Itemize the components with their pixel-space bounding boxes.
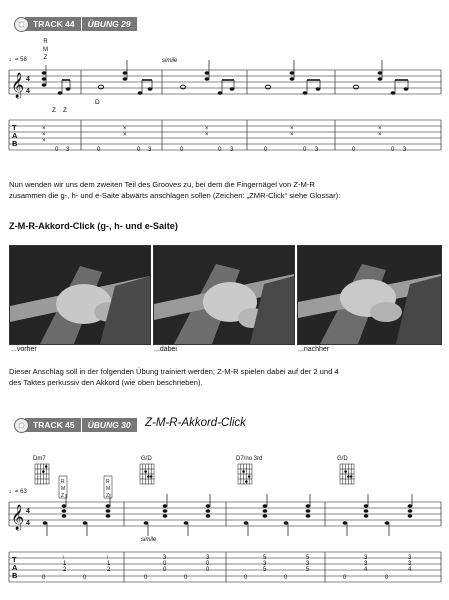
svg-text:0: 0 <box>163 561 167 567</box>
svg-text:4: 4 <box>26 76 30 83</box>
svg-text:×: × <box>123 126 127 132</box>
svg-text:0: 0 <box>144 575 148 581</box>
svg-text:4: 4 <box>26 508 30 515</box>
svg-text:0: 0 <box>218 147 222 153</box>
svg-text:×: × <box>42 132 46 138</box>
svg-text:0: 0 <box>343 575 347 581</box>
tab-letter-a: A <box>12 563 18 572</box>
svg-text:↑: ↑ <box>62 555 65 561</box>
svg-text:0: 0 <box>352 147 356 153</box>
svg-text:0: 0 <box>137 147 141 153</box>
caption-dabei: ...dabei <box>154 346 177 353</box>
svg-text:0: 0 <box>264 147 268 153</box>
finger-m: M <box>43 47 48 53</box>
svg-text:Z: Z <box>106 493 110 499</box>
svg-text:Z: Z <box>61 493 65 499</box>
svg-text:1: 1 <box>107 561 111 567</box>
svg-text:R: R <box>61 479 65 485</box>
track-label-2: TRACK 45 <box>25 418 81 432</box>
svg-text:0: 0 <box>206 561 210 567</box>
svg-text:0: 0 <box>206 567 210 573</box>
svg-text:4: 4 <box>26 88 30 95</box>
simile-marking: simile <box>162 58 178 64</box>
section-heading: Z-M-R-Akkord-Click (g-, h- und e-Saite) <box>9 221 178 231</box>
svg-text:0: 0 <box>303 147 307 153</box>
svg-text:R: R <box>106 479 110 485</box>
svg-text:0: 0 <box>97 147 101 153</box>
chord-name-2: G/D <box>141 456 152 462</box>
cd-icon <box>14 418 29 433</box>
svg-text:0: 0 <box>391 147 395 153</box>
track-badge-2 <box>14 418 137 432</box>
svg-text:3: 3 <box>364 561 368 567</box>
svg-text:5: 5 <box>306 555 310 561</box>
svg-text:5: 5 <box>263 567 267 573</box>
svg-text:0: 0 <box>385 575 389 581</box>
track-badge <box>14 17 137 31</box>
svg-text:5: 5 <box>306 567 310 573</box>
svg-text:0: 0 <box>163 567 167 573</box>
chord-diagram-icon <box>35 464 354 484</box>
svg-text:4: 4 <box>364 567 368 573</box>
paragraph-2-line-1: Dieser Anschlag soll in der folgenden Übung trainiert werden; Z-M-R spielen dabei auf der 2 und 4 <box>9 367 339 376</box>
paragraph-1 <box>9 180 445 202</box>
svg-text:×: × <box>378 126 382 132</box>
svg-text:×: × <box>205 132 209 138</box>
svg-text:5: 5 <box>263 555 267 561</box>
svg-text:D: D <box>95 99 100 106</box>
svg-text:×: × <box>205 126 209 132</box>
tempo-marking-2: ♩= 63 <box>9 489 27 495</box>
svg-text:3: 3 <box>230 147 234 153</box>
simile-marking-2: simile <box>141 537 157 543</box>
finger-labels <box>43 38 48 62</box>
tab-label-2 <box>12 556 17 580</box>
treble-clef-icon: 𝄞 <box>11 73 25 98</box>
paragraph-1-line-2: zusammen die g-, h- und e-Saite abwärts anschlagen sollen (Zeichen: „ZMR-Click“ siehe Glossar): <box>9 190 341 200</box>
paragraph-2 <box>9 367 445 389</box>
photo-dabei <box>153 245 295 345</box>
tab-letter-t: T <box>12 123 17 132</box>
svg-text:M: M <box>61 486 66 492</box>
tab-letter-b: B <box>12 139 18 148</box>
svg-text:2: 2 <box>63 567 67 573</box>
svg-text:×: × <box>290 126 294 132</box>
svg-text:1: 1 <box>63 561 67 567</box>
chord-name-3: D7/no 3rd <box>236 456 263 462</box>
svg-text:3: 3 <box>408 555 412 561</box>
track-label: TRACK 44 <box>25 17 81 31</box>
cd-icon <box>14 17 29 32</box>
tab-label <box>12 124 17 148</box>
tempo-marking: ♩= 58 <box>9 57 27 63</box>
svg-text:×: × <box>42 138 46 144</box>
svg-text:Z: Z <box>63 107 67 114</box>
svg-text:0: 0 <box>244 575 248 581</box>
caption-nachher: ...nachher <box>298 346 330 353</box>
svg-text:Z: Z <box>52 107 56 114</box>
svg-text:0: 0 <box>42 575 46 581</box>
svg-text:3: 3 <box>315 147 319 153</box>
finger-z: Z <box>43 55 48 61</box>
svg-text:3: 3 <box>403 147 407 153</box>
svg-text:×: × <box>42 126 46 132</box>
notation-system-1 <box>0 60 449 172</box>
tab-letter-t: T <box>12 555 17 564</box>
finger-r: R <box>43 39 48 45</box>
svg-text:×: × <box>123 132 127 138</box>
svg-text:3: 3 <box>148 147 152 153</box>
svg-text:↑: ↑ <box>106 555 109 561</box>
caption-vorher: ...vorher <box>11 346 37 353</box>
svg-text:0: 0 <box>180 147 184 153</box>
notation-system-2 <box>0 462 449 600</box>
svg-text:3: 3 <box>364 555 368 561</box>
exercise-title: Z-M-R-Akkord-Click <box>145 417 246 429</box>
paragraph-1-line-1: Nun wenden wir uns dem zweiten Teil des Grooves zu, bei dem die Fingernägel von Z-M-R <box>9 180 315 189</box>
treble-clef-icon: 𝄞 <box>11 505 25 530</box>
svg-text:4: 4 <box>26 520 30 527</box>
photo-nachher <box>297 245 442 345</box>
svg-text:0: 0 <box>284 575 288 581</box>
tab-letter-b: B <box>12 571 18 580</box>
exercise-label-2: ÜBUNG 30 <box>82 418 137 432</box>
exercise-label: ÜBUNG 29 <box>82 17 137 31</box>
svg-text:×: × <box>378 132 382 138</box>
svg-text:3: 3 <box>163 555 167 561</box>
svg-text:0: 0 <box>184 575 188 581</box>
svg-text:3: 3 <box>66 147 70 153</box>
photo-vorher <box>9 245 151 345</box>
svg-text:3: 3 <box>408 561 412 567</box>
svg-text:0: 0 <box>83 575 87 581</box>
tab-letter-a: A <box>12 131 18 140</box>
paragraph-2-line-2: des Taktes perkussiv den Akkord (wie oben beschrieben). <box>9 377 203 387</box>
svg-text:0: 0 <box>55 147 59 153</box>
svg-text:4: 4 <box>408 567 412 573</box>
svg-text:×: × <box>290 132 294 138</box>
svg-text:M: M <box>106 486 111 492</box>
svg-text:3: 3 <box>306 561 310 567</box>
svg-text:2: 2 <box>107 567 111 573</box>
svg-text:3: 3 <box>263 561 267 567</box>
chord-name-1: Dm7 <box>33 456 46 462</box>
svg-text:3: 3 <box>206 555 210 561</box>
chord-name-4: G/D <box>337 456 348 462</box>
